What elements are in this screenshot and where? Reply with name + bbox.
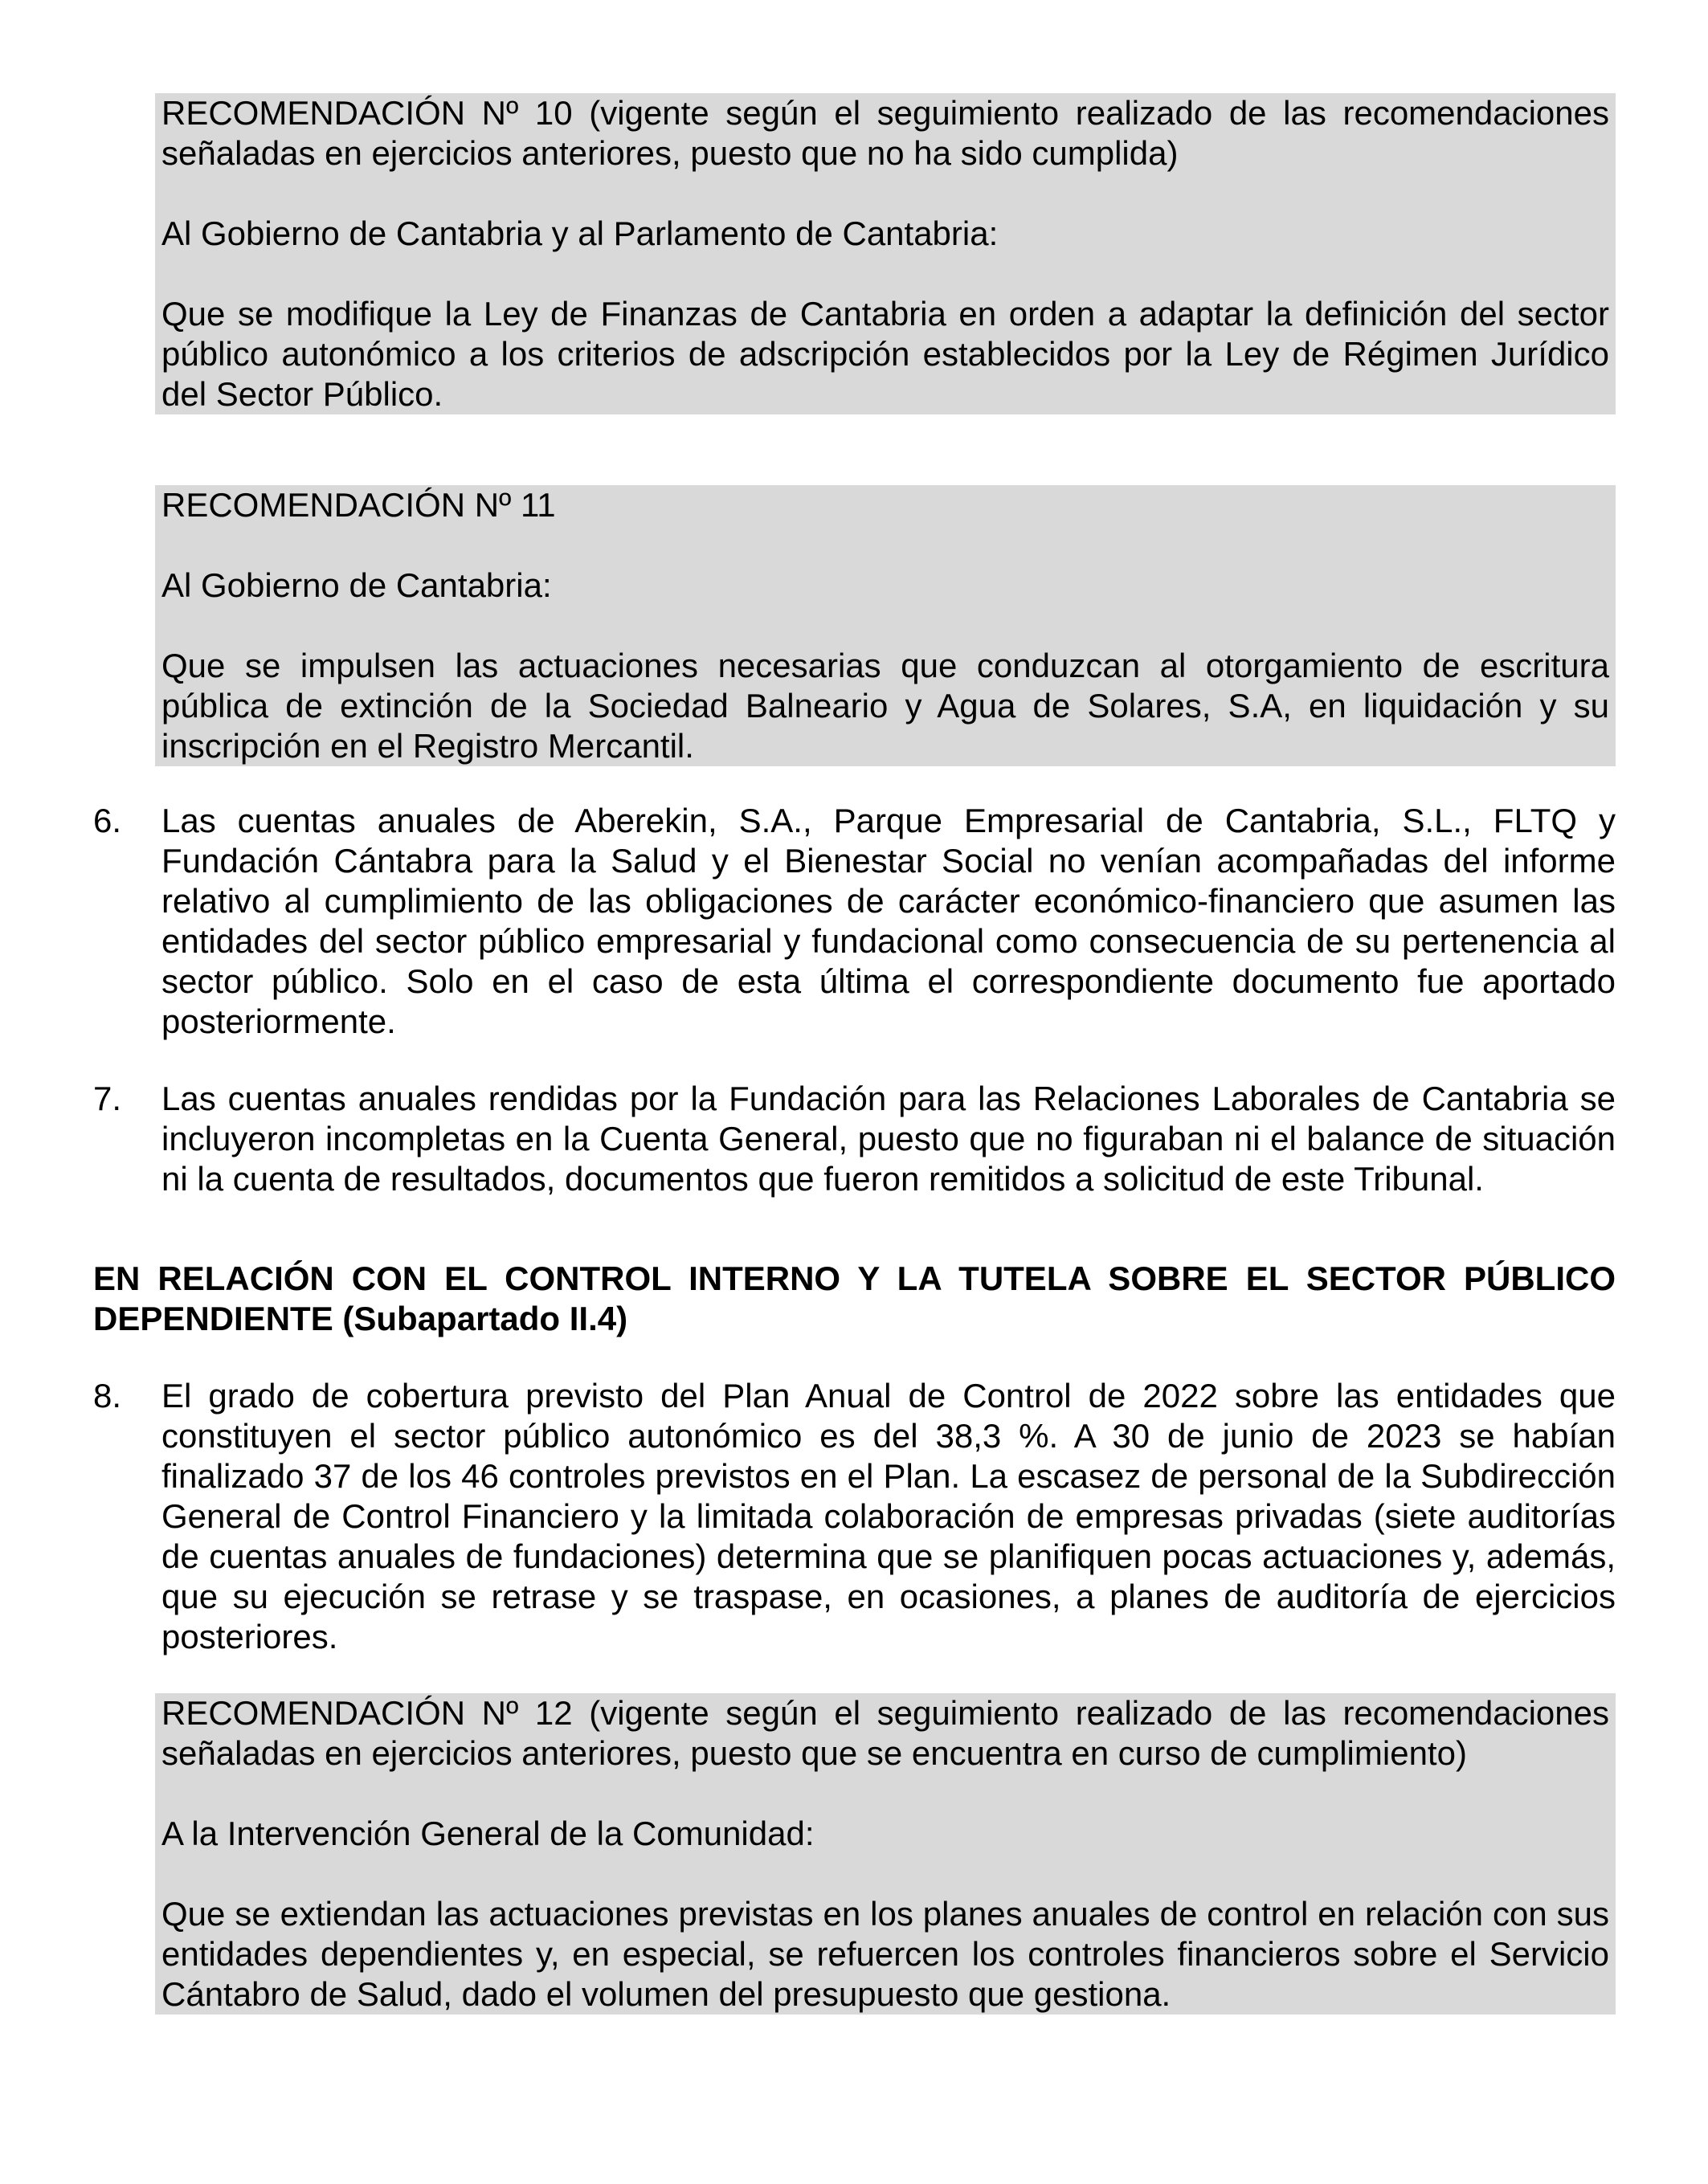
recommendation-11-title: RECOMENDACIÓN Nº 11 xyxy=(161,486,556,524)
recommendation-12-addressee: A la Intervención General de la Comunidad: xyxy=(161,1815,815,1852)
list-item-number: 6. xyxy=(93,802,122,839)
recommendation-11-box xyxy=(155,485,1616,766)
recommendation-10-addressee: Al Gobierno de Cantabria y al Parlamento de Cantabria: xyxy=(161,214,999,252)
list-item-8 xyxy=(93,1376,1616,1657)
list-item-text: Las cuentas anuales rendidas por la Fundación para las Relaciones Laborales de Cantabria se incluyeron incompletas en la Cuenta General, puesto que no figuraban ni el balance de situación ni la cuenta de resultados, documentos que fueron remitidos a solicitud de este Tribunal. xyxy=(161,1080,1616,1198)
list-item-text: El grado de cobertura previsto del Plan Anual de Control de 2022 sobre las entidades que constituyen el sector público autonómico es del 38,3 %. A 30 de junio de 2023 se habían finalizado 37 de los 46 controles previstos en el Plan. La escasez de personal de la Subdirección General de Control Financiero y la limitada colaboración de empresas privadas (siete auditorías de cuentas anuales de fundaciones) determina que se planifiquen pocas actuaciones y, además, que su ejecución se retrase y se traspase, en ocasiones, a planes de auditoría de ejercicios posteriores. xyxy=(161,1377,1616,1655)
recommendation-11-addressee: Al Gobierno de Cantabria: xyxy=(161,566,552,604)
recommendation-10-body: Que se modifique la Ley de Finanzas de Cantabria en orden a adaptar la definición del sector público autonómico a los criterios de adscripción establecidos por la Ley de Régimen Jurídico del Sector Público. xyxy=(161,295,1609,413)
list-item-number: 7. xyxy=(93,1080,122,1117)
list-item-text: Las cuentas anuales de Aberekin, S.A., Parque Empresarial de Cantabria, S.L., FLTQ y Fundación Cántabra para la Salud y el Bienestar Social no venían acompañadas del informe relativo al cumplimiento de las obligaciones de carácter económico-financiero que asumen las entidades del sector público empresarial y fundacional como consecuencia de su pertenencia al sector público. Solo en el caso de esta última el correspondiente documento fue aportado posteriormente. xyxy=(161,802,1616,1040)
list-item-6 xyxy=(93,801,1616,1042)
section-heading: EN RELACIÓN CON EL CONTROL INTERNO Y LA TUTELA SOBRE EL SECTOR PÚBLICO DEPENDIENTE (Subapartado II.4) xyxy=(93,1259,1616,1337)
recommendation-12-box xyxy=(155,1693,1616,2015)
recommendation-11-body: Que se impulsen las actuaciones necesarias que conduzcan al otorgamiento de escritura pública de extinción de la Sociedad Balneario y Agua de Solares, S.A, en liquidación y su inscripción en el Registro Mercantil. xyxy=(161,647,1609,765)
list-item-7 xyxy=(93,1079,1616,1199)
recommendation-12-body: Que se extiendan las actuaciones previstas en los planes anuales de control en relación con sus entidades dependientes y, en especial, se refuercen los controles financieros sobre el Servicio Cántabro de Salud, dado el volumen del presupuesto que gestiona. xyxy=(161,1895,1609,2013)
recommendation-10-box xyxy=(155,93,1616,414)
recommendation-12-title: RECOMENDACIÓN Nº 12 (vigente según el seguimiento realizado de las recomendaciones señaladas en ejercicios anteriores, puesto que se encuentra en curso de cumplimiento) xyxy=(161,1694,1609,1772)
recommendation-10-title: RECOMENDACIÓN Nº 10 (vigente según el seguimiento realizado de las recomendaciones señaladas en ejercicios anteriores, puesto que no ha sido cumplida) xyxy=(161,94,1609,172)
list-item-number: 8. xyxy=(93,1377,122,1414)
